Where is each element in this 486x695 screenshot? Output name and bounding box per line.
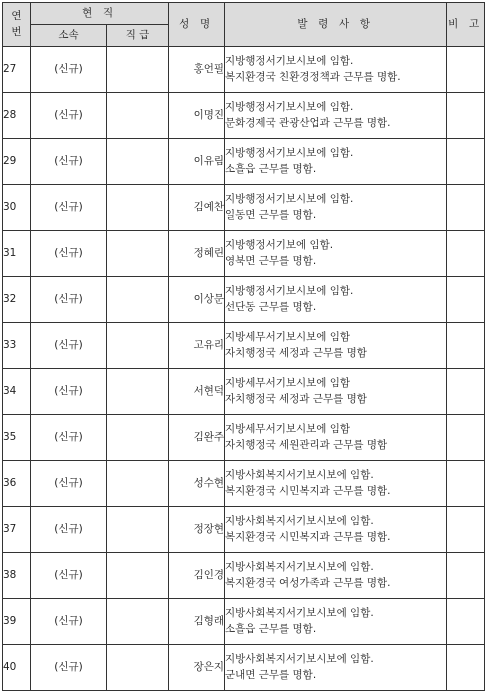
row-rank bbox=[107, 323, 169, 369]
appointment-line-2: 영북면 근무를 명함. bbox=[225, 254, 317, 267]
row-rank bbox=[107, 369, 169, 415]
row-remarks bbox=[447, 277, 485, 323]
row-name: 김인경 bbox=[169, 553, 225, 599]
row-appointment bbox=[225, 599, 447, 645]
appointment-line-1: 지방사회복지서기보시보에 임함. bbox=[225, 469, 374, 482]
table-row bbox=[3, 415, 485, 461]
row-name: 서현덕 bbox=[169, 369, 225, 415]
appointment-line-1: 지방행정서기보시보에 임함. bbox=[225, 101, 354, 114]
appointment-line-1: 지방사회복지서기보시보에 임함. bbox=[225, 653, 374, 666]
appointment-line-1: 지방사회복지서기보시보에 임함. bbox=[225, 607, 374, 620]
table-body bbox=[3, 47, 485, 691]
row-remarks bbox=[447, 461, 485, 507]
row-remarks bbox=[447, 231, 485, 277]
row-appointment bbox=[225, 93, 447, 139]
row-affiliation: (신규) bbox=[31, 645, 107, 691]
row-rank bbox=[107, 185, 169, 231]
row-number: 35 bbox=[3, 415, 31, 461]
row-affiliation: (신규) bbox=[31, 323, 107, 369]
table-row bbox=[3, 507, 485, 553]
row-remarks bbox=[447, 139, 485, 185]
row-rank bbox=[107, 139, 169, 185]
appointment-table bbox=[2, 2, 485, 691]
appointment-line-1: 지방세무서기보시보에 임함 bbox=[225, 377, 351, 390]
appointment-line-2: 자치행정국 세정과 근무를 명함 bbox=[225, 392, 367, 405]
row-appointment bbox=[225, 185, 447, 231]
row-rank bbox=[107, 93, 169, 139]
appointment-line-2: 문화경제국 관광산업과 근무를 명함. bbox=[225, 116, 391, 129]
row-appointment bbox=[225, 277, 447, 323]
row-affiliation: (신규) bbox=[31, 185, 107, 231]
row-affiliation: (신규) bbox=[31, 277, 107, 323]
row-number: 30 bbox=[3, 185, 31, 231]
row-name: 이유림 bbox=[169, 139, 225, 185]
row-number: 33 bbox=[3, 323, 31, 369]
row-name: 정혜린 bbox=[169, 231, 225, 277]
row-remarks bbox=[447, 93, 485, 139]
row-name: 김형래 bbox=[169, 599, 225, 645]
row-remarks bbox=[447, 415, 485, 461]
row-remarks bbox=[447, 185, 485, 231]
header-no bbox=[3, 3, 31, 47]
table-row bbox=[3, 47, 485, 93]
row-remarks bbox=[447, 645, 485, 691]
header-appointment: 발 령 사 항 bbox=[225, 3, 447, 47]
row-number: 36 bbox=[3, 461, 31, 507]
row-name: 성수현 bbox=[169, 461, 225, 507]
appointment-line-2: 복지환경국 시민복지과 근무를 명함. bbox=[225, 484, 391, 497]
row-name: 정장현 bbox=[169, 507, 225, 553]
row-rank bbox=[107, 231, 169, 277]
header-current-position: 현 직 bbox=[31, 3, 169, 25]
row-affiliation: (신규) bbox=[31, 93, 107, 139]
table-row bbox=[3, 461, 485, 507]
row-name: 이명진 bbox=[169, 93, 225, 139]
appointment-line-1: 지방세무서기보시보에 임함 bbox=[225, 331, 351, 344]
appointment-line-1: 지방세무서기보시보에 임함 bbox=[225, 423, 351, 436]
row-rank bbox=[107, 553, 169, 599]
row-appointment bbox=[225, 415, 447, 461]
row-remarks bbox=[447, 323, 485, 369]
row-number: 27 bbox=[3, 47, 31, 93]
appointment-line-1: 지방사회복지서기보시보에 임함. bbox=[225, 515, 374, 528]
row-affiliation: (신규) bbox=[31, 461, 107, 507]
row-affiliation: (신규) bbox=[31, 369, 107, 415]
header-name: 성 명 bbox=[169, 3, 225, 47]
table-row bbox=[3, 369, 485, 415]
row-name: 장은지 bbox=[169, 645, 225, 691]
row-appointment bbox=[225, 645, 447, 691]
row-number: 40 bbox=[3, 645, 31, 691]
row-appointment bbox=[225, 323, 447, 369]
appointment-line-1: 지방행정서기보시보에 임함. bbox=[225, 193, 354, 206]
row-number: 37 bbox=[3, 507, 31, 553]
appointment-line-1: 지방행정서기보시보에 임함. bbox=[225, 147, 354, 160]
row-number: 29 bbox=[3, 139, 31, 185]
table-row bbox=[3, 553, 485, 599]
header-no-char-2: 번 bbox=[11, 25, 22, 38]
row-name: 고유리 bbox=[169, 323, 225, 369]
header-no-char-1: 연 bbox=[11, 9, 22, 22]
row-rank bbox=[107, 461, 169, 507]
row-number: 31 bbox=[3, 231, 31, 277]
row-name: 홍언필 bbox=[169, 47, 225, 93]
appointment-line-2: 복지환경국 여성가족과 근무를 명함. bbox=[225, 576, 391, 589]
appointment-line-1: 지방행정서기보시보에 임함. bbox=[225, 285, 354, 298]
row-remarks bbox=[447, 553, 485, 599]
appointment-line-2: 복지환경국 친환경정책과 근무를 명함. bbox=[225, 70, 401, 83]
table-row bbox=[3, 139, 485, 185]
appointment-line-2: 소흘읍 근무를 명함. bbox=[225, 622, 317, 635]
row-name: 김완주 bbox=[169, 415, 225, 461]
table-row bbox=[3, 185, 485, 231]
table-row bbox=[3, 599, 485, 645]
row-rank bbox=[107, 507, 169, 553]
row-rank bbox=[107, 599, 169, 645]
row-appointment bbox=[225, 461, 447, 507]
row-number: 34 bbox=[3, 369, 31, 415]
row-appointment bbox=[225, 47, 447, 93]
header-remarks: 비 고 bbox=[447, 3, 485, 47]
appointment-line-1: 지방행정서기보에 임함. bbox=[225, 239, 334, 252]
appointment-line-2: 자치행정국 세정과 근무를 명함 bbox=[225, 346, 367, 359]
appointment-line-2: 자치행정국 세원관리과 근무를 명함 bbox=[225, 438, 388, 451]
row-rank bbox=[107, 277, 169, 323]
header-rank: 직 급 bbox=[107, 25, 169, 47]
table-row bbox=[3, 93, 485, 139]
appointment-line-2: 군내면 근무를 명함. bbox=[225, 668, 317, 681]
row-affiliation: (신규) bbox=[31, 231, 107, 277]
row-appointment bbox=[225, 553, 447, 599]
row-affiliation: (신규) bbox=[31, 599, 107, 645]
table-row bbox=[3, 323, 485, 369]
row-affiliation: (신규) bbox=[31, 507, 107, 553]
row-rank bbox=[107, 47, 169, 93]
row-remarks bbox=[447, 507, 485, 553]
appointment-line-2: 일동면 근무를 명함. bbox=[225, 208, 317, 221]
row-number: 32 bbox=[3, 277, 31, 323]
row-rank bbox=[107, 415, 169, 461]
appointment-line-1: 지방사회복지서기보시보에 임함. bbox=[225, 561, 374, 574]
row-number: 39 bbox=[3, 599, 31, 645]
row-name: 김예찬 bbox=[169, 185, 225, 231]
row-appointment bbox=[225, 139, 447, 185]
table-row bbox=[3, 231, 485, 277]
row-number: 38 bbox=[3, 553, 31, 599]
row-affiliation: (신규) bbox=[31, 139, 107, 185]
table-row bbox=[3, 277, 485, 323]
row-affiliation: (신규) bbox=[31, 415, 107, 461]
table-header bbox=[3, 3, 485, 47]
row-appointment bbox=[225, 369, 447, 415]
row-remarks bbox=[447, 47, 485, 93]
header-affiliation: 소속 bbox=[31, 25, 107, 47]
row-appointment bbox=[225, 231, 447, 277]
appointment-line-2: 복지환경국 시민복지과 근무를 명함. bbox=[225, 530, 391, 543]
appointment-line-2: 선단동 근무를 명함. bbox=[225, 300, 317, 313]
row-number: 28 bbox=[3, 93, 31, 139]
row-name: 이상문 bbox=[169, 277, 225, 323]
row-affiliation: (신규) bbox=[31, 553, 107, 599]
appointment-line-1: 지방행정서기보시보에 임함. bbox=[225, 55, 354, 68]
row-appointment bbox=[225, 507, 447, 553]
row-remarks bbox=[447, 369, 485, 415]
row-affiliation: (신규) bbox=[31, 47, 107, 93]
row-remarks bbox=[447, 599, 485, 645]
appointment-line-2: 소흘읍 근무를 명함. bbox=[225, 162, 317, 175]
table-row bbox=[3, 645, 485, 691]
row-rank bbox=[107, 645, 169, 691]
